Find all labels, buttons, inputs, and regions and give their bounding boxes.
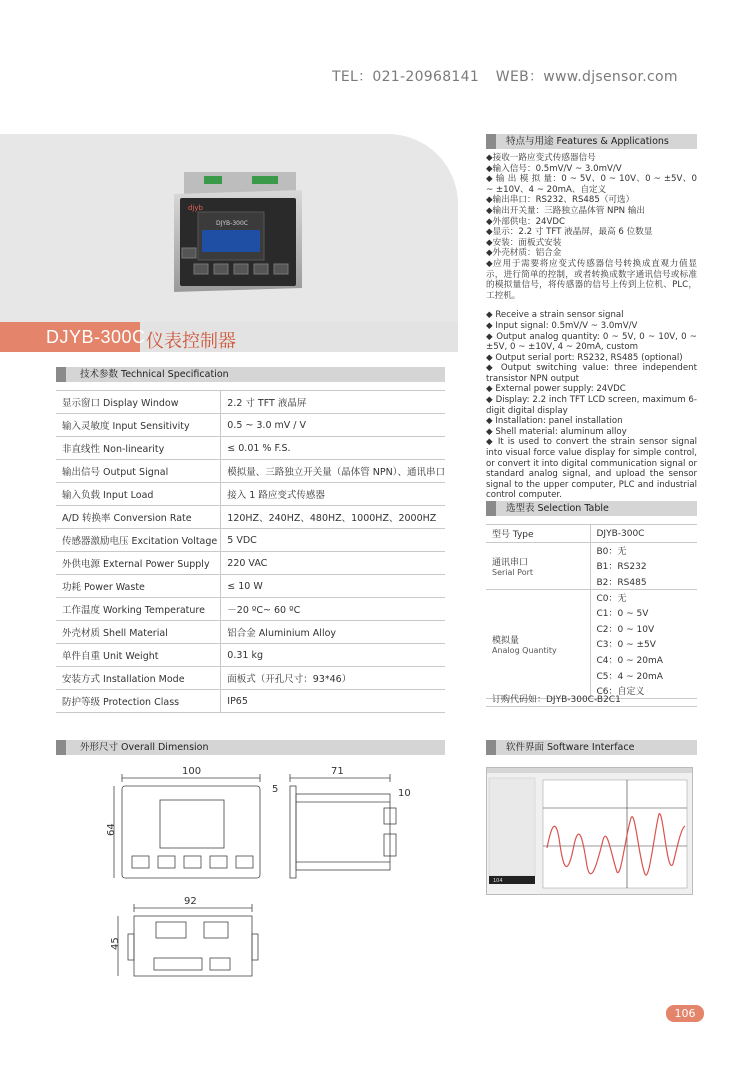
feature-line: ◆外部供电：24VDC <box>486 216 566 227</box>
analog-option: C6：自定义 <box>590 683 697 699</box>
spec-row <box>56 437 445 460</box>
dim-10: 10 <box>398 788 411 799</box>
spec-value: 5 VDC <box>221 529 445 552</box>
features-heading: 特点与用途 Features & Applications <box>486 134 697 149</box>
spec-label: A/D 转换率 Conversion Rate <box>56 506 221 529</box>
feature-line: ◆ Output analog quantity: 0 ~ 5V, 0 ~ 10V, 0 ~ ±5V, 0 ~ ±10V, 4 ~ 20mA, custom <box>486 331 697 353</box>
spec-row <box>56 391 445 414</box>
feature-line: ◆接收一路应变式传感器信号 <box>486 153 596 163</box>
spec-label: 功耗 Power Waste <box>56 575 221 598</box>
feature-line: ◆ Receive a strain sensor signal <box>486 310 624 321</box>
spec-label: 工作温度 Working Temperature <box>56 598 221 621</box>
spec-row <box>56 644 445 667</box>
feature-line: ◆ Installation: panel installation <box>486 416 623 427</box>
feature-line: ◆应用于需要将应变式传感器信号转换成直观力值显示，进行简单的控制，或者转换成数字通讯信号或标准的模拟量信号，将传感器的信号上传到上位机、PLC，工控机。 <box>486 258 697 301</box>
dim-5: 5 <box>272 784 279 795</box>
selection-table <box>486 524 697 699</box>
spec-value: 120HZ、240HZ、480HZ、1000HZ、2000HZ <box>221 506 445 529</box>
feature-line: ◆ Output serial port: RS232, RS485 (optional) <box>486 352 683 363</box>
type-label: 型号 Type <box>486 525 590 543</box>
feature-line: ◆ Shell material: aluminum alloy <box>486 426 627 437</box>
feature-line: ◆ Output switching value: three independent transistor NPN output <box>486 363 697 384</box>
spec-row <box>56 690 445 713</box>
dim-71: 71 <box>331 766 344 777</box>
spec-label: 安装方式 Installation Mode <box>56 667 221 690</box>
spec-table <box>56 390 445 713</box>
spec-value: IP65 <box>221 690 445 713</box>
analog-option: C5：4 ~ 20mA <box>596 671 663 682</box>
spec-row <box>56 483 445 506</box>
spec-row <box>56 575 445 598</box>
contact-tel: TEL：021-20968141 <box>332 69 480 85</box>
serial-option: B1：RS232 <box>596 562 647 573</box>
spec-row <box>56 598 445 621</box>
spec-row <box>56 506 445 529</box>
feature-line: ◆ Display: 2.2 inch TFT LCD screen, maximum 6-digit digital display <box>486 395 697 416</box>
spec-label: 输入负载 Input Load <box>56 483 221 506</box>
spec-value: 接入 1 路应变式传感器 <box>221 483 445 506</box>
feature-line: ◆ 输 出 模 拟 量：0 ~ 5V、0 ~ 10V、0 ~ ±5V、0 ~ ±10V、4 ~ 20mA、自定义 <box>486 174 697 195</box>
dim-64: 64 <box>106 823 117 836</box>
spec-label: 输入灵敏度 Input Sensitivity <box>56 414 221 437</box>
spec-value: 面板式（开孔尺寸：93*46） <box>221 667 445 690</box>
page-number: 106 <box>666 1005 704 1022</box>
product-name: 仪表控制器 <box>146 331 236 352</box>
feature-line: ◆显示：2.2 寸 TFT 液晶屏，最高 6 位数显 <box>486 227 653 238</box>
product-photo <box>168 170 308 298</box>
selection-heading: 选型表 Selection Table <box>486 501 697 516</box>
spec-value: 模拟量、三路独立开关量（晶体管 NPN）、通讯串口 <box>221 460 445 483</box>
spec-label: 外壳材质 Shell Material <box>56 621 221 644</box>
spec-label: 传感器激励电压 Excitation Voltage <box>56 529 221 552</box>
spec-row <box>56 529 445 552</box>
spec-row <box>56 621 445 644</box>
spec-row <box>56 667 445 690</box>
spec-label: 防护等级 Protection Class <box>56 690 221 713</box>
software-screenshot <box>486 767 693 895</box>
spec-value: ≤ 0.01 % F.S. <box>221 437 445 460</box>
feature-line: ◆外壳材质：铝合金 <box>486 248 562 259</box>
contact-line <box>332 66 690 86</box>
feature-line: ◆输出串口：RS232、RS485（可选） <box>486 195 635 206</box>
spec-heading: 技术参数 Technical Specification <box>56 367 445 382</box>
product-code: DJYB-300C <box>46 327 146 347</box>
spec-row <box>56 460 445 483</box>
serial-option: B2：RS485 <box>590 574 697 590</box>
spec-value: 0.5 ~ 3.0 mV / V <box>221 414 445 437</box>
order-divider <box>486 706 697 707</box>
feature-line: ◆输入信号：0.5mV/V ~ 3.0mV/V <box>486 163 622 174</box>
dim-100: 100 <box>182 766 202 777</box>
spec-value: 220 VAC <box>221 552 445 575</box>
software-graph <box>487 768 692 894</box>
feature-line: ◆ External power supply: 24VDC <box>486 384 626 395</box>
spec-value: ≤ 10 W <box>221 575 445 598</box>
analog-option: C0：无 <box>596 593 627 604</box>
dimension-drawing <box>100 760 420 990</box>
spec-label: 输出信号 Output Signal <box>56 460 221 483</box>
analog-option: C1：0 ~ 5V <box>596 609 649 620</box>
device-screen-label: DJYB-300C <box>216 220 248 227</box>
spec-label: 显示窗口 Display Window <box>56 391 221 414</box>
feature-line: ◆ It is used to convert the strain sensor signal into visual force value display for simple control, or convert it into digital communication signal or standard analog signal, and upload the sensor signal to the upper computer, PLC and industrial control computer. <box>486 437 697 501</box>
serial-label: 通讯串口 Serial Port <box>486 543 590 590</box>
spec-value: －20 ºC~ 60 ºC <box>221 598 445 621</box>
analog-option: C2：0 ~ 10V <box>596 624 655 635</box>
analog-option: C3：0 ~ ±5V <box>596 640 656 651</box>
dim-92: 92 <box>184 896 197 907</box>
spec-row <box>56 414 445 437</box>
software-heading: 软件界面 Software Interface <box>486 740 697 755</box>
contact-web: WEB：www.djsensor.com <box>495 69 678 85</box>
spec-value: 0.31 kg <box>221 644 445 667</box>
device-brand: djyb <box>188 204 203 212</box>
features-text <box>486 153 697 501</box>
order-code: 订购代码如：DJYB-300C-B2C1 <box>492 695 621 705</box>
spec-label: 非直线性 Non-linearity <box>56 437 221 460</box>
type-value: DJYB-300C <box>590 525 697 543</box>
serial-option: B0：无 <box>596 547 627 558</box>
spec-label: 外供电源 External Power Supply <box>56 552 221 575</box>
spec-value: 2.2 寸 TFT 液晶屏 <box>221 391 445 414</box>
feature-line: ◆ Input signal: 0.5mV/V ~ 3.0mV/V <box>486 320 638 331</box>
analog-option: C4：0 ~ 20mA <box>596 655 663 666</box>
feature-line: ◆安装：面板式安装 <box>486 237 562 248</box>
software-status: 104 <box>493 878 503 884</box>
feature-line: ◆输出开关量：三路独立晶体管 NPN 输出 <box>486 205 646 216</box>
spec-value: 铝合金 Aluminium Alloy <box>221 621 445 644</box>
dim-45: 45 <box>110 937 121 950</box>
spec-label: 单件自重 Unit Weight <box>56 644 221 667</box>
spec-row <box>56 552 445 575</box>
dimension-heading: 外形尺寸 Overall Dimension <box>56 740 445 755</box>
analog-label: 模拟量 Analog Quantity <box>486 589 590 698</box>
